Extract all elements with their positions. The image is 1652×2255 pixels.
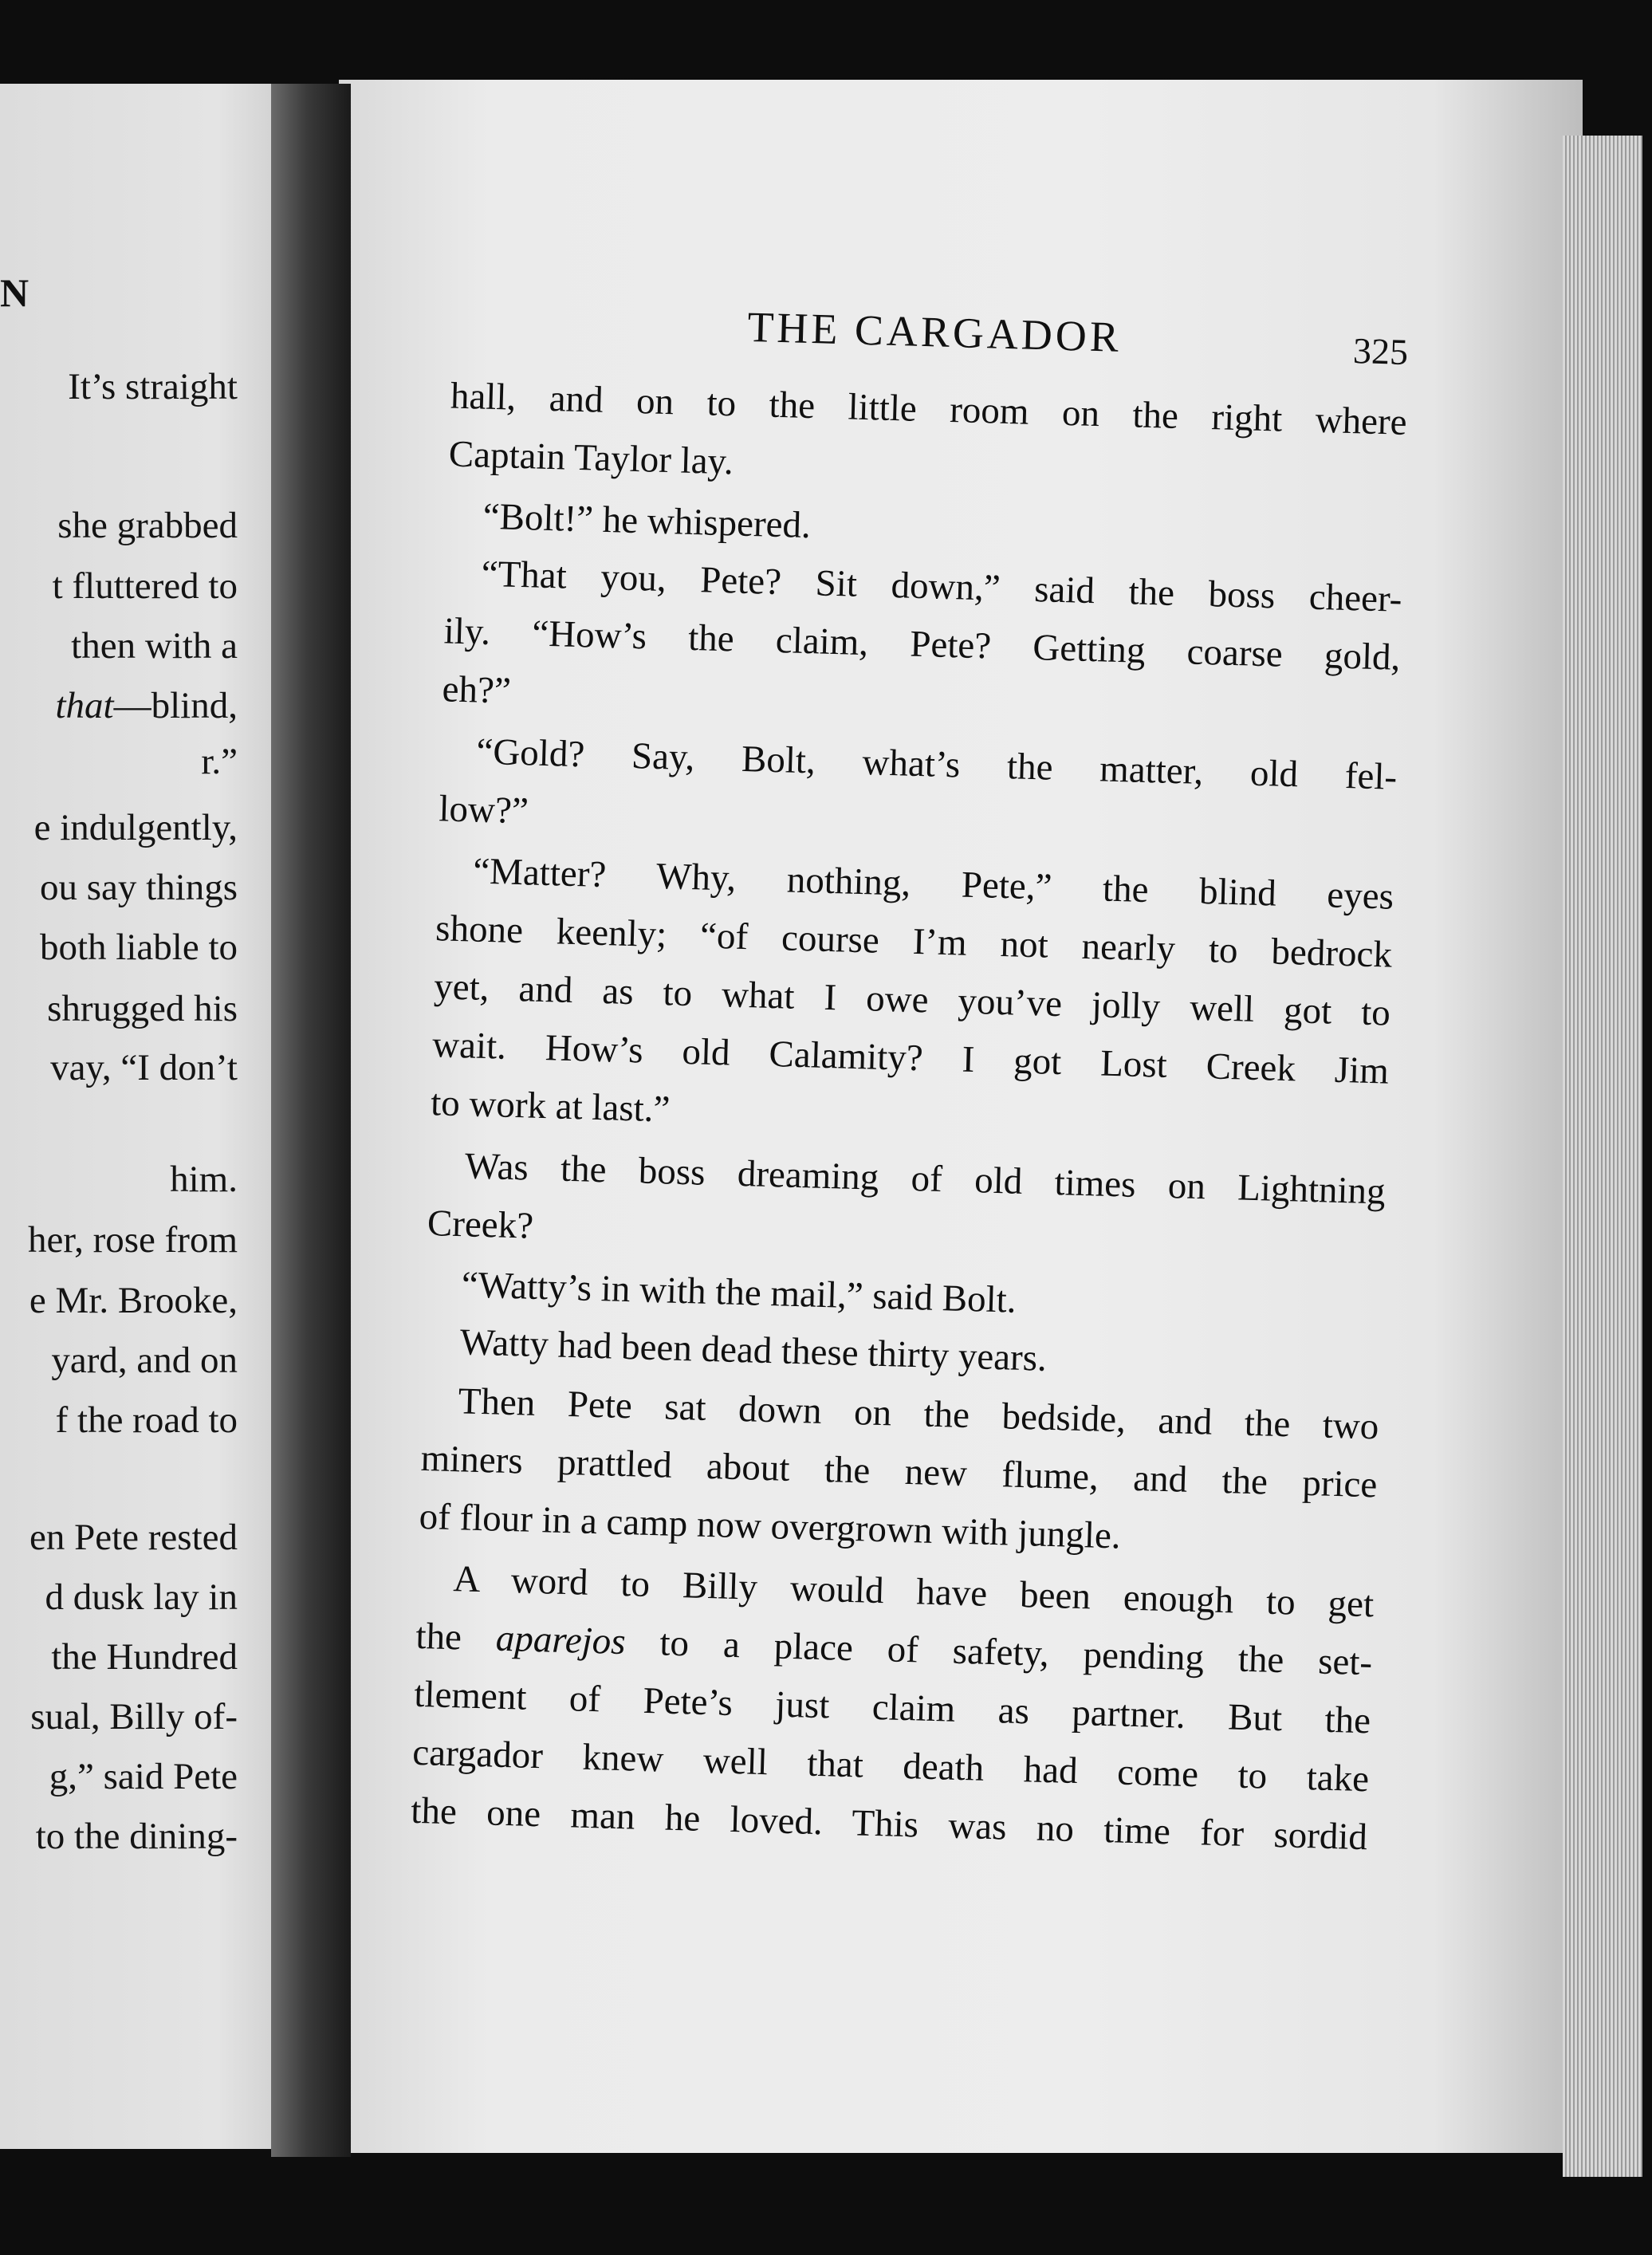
left-page-line: vay, “I don’t: [50, 1047, 238, 1088]
page-number: 325: [1352, 330, 1409, 372]
right-page-line: “Gold? Say, Bolt, what’s the matter, old fel-: [475, 730, 1398, 798]
right-page-line: of flour in a camp now overgrown with jungle.: [419, 1495, 1122, 1557]
right-page-line: ily. “How’s the claim, Pete? Getting coarse gold,: [443, 610, 1402, 679]
left-page-line: to the dining-: [35, 1816, 238, 1857]
right-page-line: Was the boss dreaming of old times on Lightning: [464, 1145, 1386, 1213]
left-page-line: ou say things: [39, 867, 238, 908]
right-page-line: Watty had been dead these thirty years.: [459, 1321, 1048, 1379]
right-page-line: “Matter? Why, nothing, Pete,” the blind eyes: [472, 850, 1394, 918]
left-page-line: g,” said Pete: [49, 1756, 238, 1797]
right-page-line: tlement of Pete’s just claim as partner. But the: [413, 1673, 1371, 1742]
left-page-line: she grabbed: [57, 505, 238, 546]
left-page-line: e indulgently,: [33, 807, 238, 848]
left-page-heading-fragment: N: [0, 270, 30, 315]
right-page-line: wait. How’s old Calamity? I got Lost Creek Jim: [431, 1024, 1390, 1092]
left-page-line: d dusk lay in: [45, 1576, 238, 1618]
right-page-line: “Watty’s in with the mail,” said Bolt.: [461, 1264, 1017, 1321]
left-page-line: r.”: [201, 741, 238, 782]
right-page-line: Creek?: [427, 1202, 534, 1247]
left-page-line: him.: [170, 1159, 238, 1200]
right-page-line: shone keenly; “of course I’m not nearly to bedrock: [435, 907, 1393, 976]
left-page-line: sual, Billy of-: [30, 1696, 238, 1737]
right-page-line: low?”: [438, 788, 529, 832]
left-page-line: her, rose from: [27, 1219, 238, 1261]
left-page-line: t fluttered to: [52, 565, 238, 607]
right-page-line: A word to Billy would have been enough to get: [452, 1558, 1375, 1626]
left-page-line: both liable to: [39, 927, 238, 968]
left-page-line: then with a: [71, 625, 238, 667]
running-header: THE CARGADOR: [746, 302, 1123, 361]
right-page-line: hall, and on to the little room on the right where: [450, 375, 1408, 443]
right-page-line: cargador knew well that death had come to take: [411, 1731, 1370, 1800]
right-page-line: miners prattled about the new flume, and the price: [420, 1437, 1379, 1506]
right-page-line: “Bolt!” he whispered.: [482, 495, 812, 547]
left-page-line: e Mr. Brooke,: [29, 1280, 238, 1321]
right-page-line: Captain Taylor lay.: [448, 433, 734, 483]
right-page-line: the aparejos to a place of safety, pending the set-: [415, 1615, 1373, 1684]
right-page-line: the one man he loved. This was no time for sordid: [410, 1789, 1368, 1859]
left-page-line: It’s straight: [68, 366, 238, 407]
right-page-line: yet, and as to what I owe you’ve jolly well got to: [433, 966, 1391, 1034]
left-page-line: shrugged his: [47, 988, 238, 1029]
right-page-line: to work at last.”: [430, 1082, 671, 1131]
right-page-line: eh?”: [442, 668, 512, 712]
left-page-line: the Hundred: [51, 1636, 238, 1678]
right-page-line: “That you, Pete? Sit down,” said the boss cheer-: [481, 553, 1403, 620]
right-page-line: Then Pete sat down on the bedside, and the two: [458, 1380, 1380, 1448]
left-page-line: yard, and on: [51, 1340, 238, 1381]
left-page-line: en Pete rested: [29, 1517, 238, 1558]
left-page-line: that—blind,: [55, 685, 238, 726]
left-page-line: f the road to: [55, 1399, 238, 1441]
